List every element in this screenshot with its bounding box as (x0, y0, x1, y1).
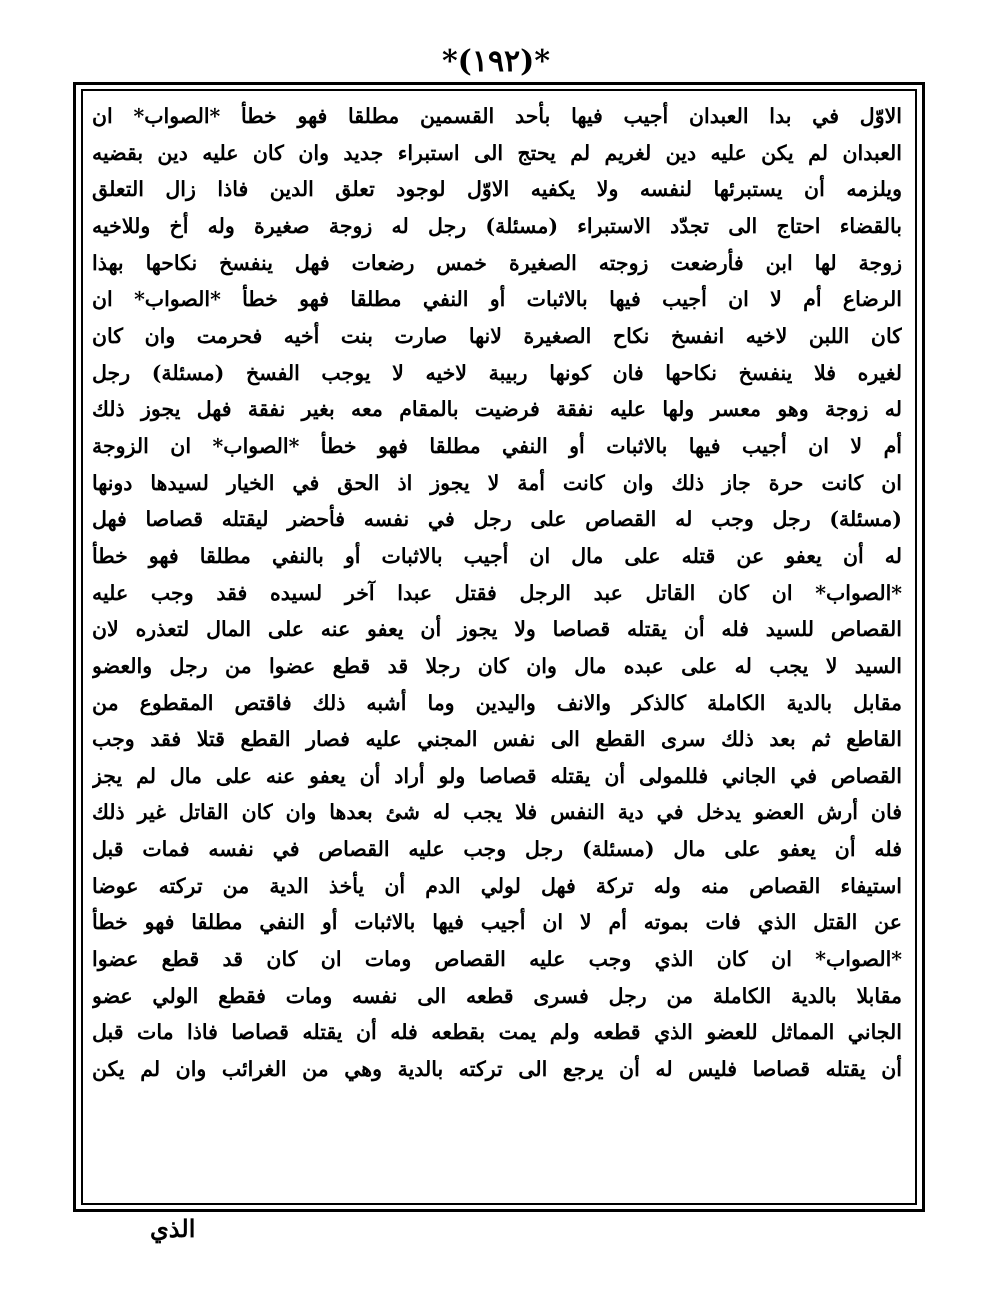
text-line: لغيره فلا ينفسخ نكاحها فان كونها ربيبة لاخيه لا يوجب الفسخ (مسئلة) رجل (92, 360, 902, 385)
text-line: عن القتل الذي فات بموته أم لا ان أجيب فيها بالاثبات أو النفي مطلقا فهو خطأ (92, 910, 902, 935)
text-line: أم لا ان أجيب فيها بالاثبات أو النفي مطلقا فهو خطأ *الصواب* ان الزوجة (92, 433, 902, 458)
text-line: مقابل بالدية الكاملة كالذكر والانف واليدين وما أشبه ذلك فاقتص المقطوع من (92, 690, 902, 715)
text-line: مقابلا بالدية الكاملة من رجل فسرى قطعه الى نفسه ومات فقطع الولي عضو (92, 983, 902, 1008)
text-line: السيد لا يجب له على عبده مال وان كان رجلا قد قطع عضوا من رجل والعضو (92, 653, 902, 678)
text-line: له زوجة وهو معسر ولها عليه نفقة فرضيت بالمقام معه بغير نفقة فهل يجوز ذلك (92, 397, 902, 422)
page-number: *(١٩٢)* (441, 44, 551, 79)
catchword: الذي (150, 1214, 196, 1243)
text-line: *الصواب* ان كان الذي وجب عليه القصاص ومات ان كان قد قطع عضوا (92, 947, 902, 972)
text-line: له أن يعفو عن قتله على مال ان أجيب بالاثبات أو بالنفي مطلقا فهو خطأ (92, 543, 902, 568)
text-line: فان أرش العضو يدخل في دية النفس فلا يجب له شئ بعدها وان كان القاتل غير ذلك (92, 800, 902, 825)
text-line: الجاني المماثل للعضو الذي قطعه ولم يمت بقطعه فله أن يقتله قصاصا فاذا مات قبل (92, 1020, 902, 1045)
text-line: فله أن يعفو على مال (مسئلة) رجل وجب عليه القصاص في نفسه فمات قبل (92, 837, 902, 862)
text-line: ويلزمه أن يستبرئها لنفسه ولا يكفيه الاوّل لوجود تعلق الدين فاذا زال التعلق (92, 177, 902, 202)
text-line: كان اللبن لاخيه انفسخ نكاح الصغيرة لانها صارت بنت أخيه فحرمت وان كان (92, 323, 902, 348)
text-line: القصاص في الجاني فللمولى أن يقتله قصاصا ولو أراد أن يعفو عنه على مال لم يجز (92, 763, 902, 788)
text-block (92, 98, 902, 1198)
text-line: القصاص للسيد فله أن يقتله قصاصا ولا يجوز أن يعفو عنه على المال لتعذره لان (92, 617, 902, 642)
text-line: بالقضاء احتاج الى تجدّد الاستبراء (مسئلة) رجل له زوجة صغيرة وله أخ وللاخيه (92, 213, 902, 238)
text-line: الرضاع أم لا ان أجيب فيها بالاثبات أو النفي مطلقا فهو خطأ *الصواب* ان (92, 287, 902, 312)
text-line: ان كانت حرة جاز ذلك وان كانت أمة لا يجوز اذ الحق في الخيار لسيدها دونها (92, 470, 902, 495)
text-line: العبدان لم يكن عليه دين لغريم لم يحتج الى استبراء جديد وان كان عليه دين بقضيه (92, 140, 902, 165)
text-line: زوجة لها ابن فأرضعت زوجته الصغيرة خمس رضعات فهل ينفسخ نكاحها بهذا (92, 250, 902, 275)
text-line: القاطع ثم بعد ذلك سرى القطع الى نفس المجني عليه فصار القطع قتلا فقد وجب (92, 727, 902, 752)
text-line: استيفاء القصاص منه وله تركة فهل لولي الدم أن يأخذ الدية من تركته عوضا (92, 873, 902, 898)
text-line: الاوّل في بدا العبدان أجيب فيها بأحد القسمين مطلقا فهو خطأ *الصواب* ان (92, 104, 902, 128)
text-line: *الصواب* ان كان القاتل عبد الرجل فقتل عبدا آخر لسيده فقد وجب عليه (92, 580, 902, 605)
text-line: أن يقتله قصاصا فليس له أن يرجع الى تركته بالدية وهي من الغرائب وان لم يكن (92, 1057, 902, 1082)
text-line: (مسئلة) رجل وجب له القصاص على رجل في نفسه فأحضر ليقتله قصاصا فهل (92, 507, 902, 532)
